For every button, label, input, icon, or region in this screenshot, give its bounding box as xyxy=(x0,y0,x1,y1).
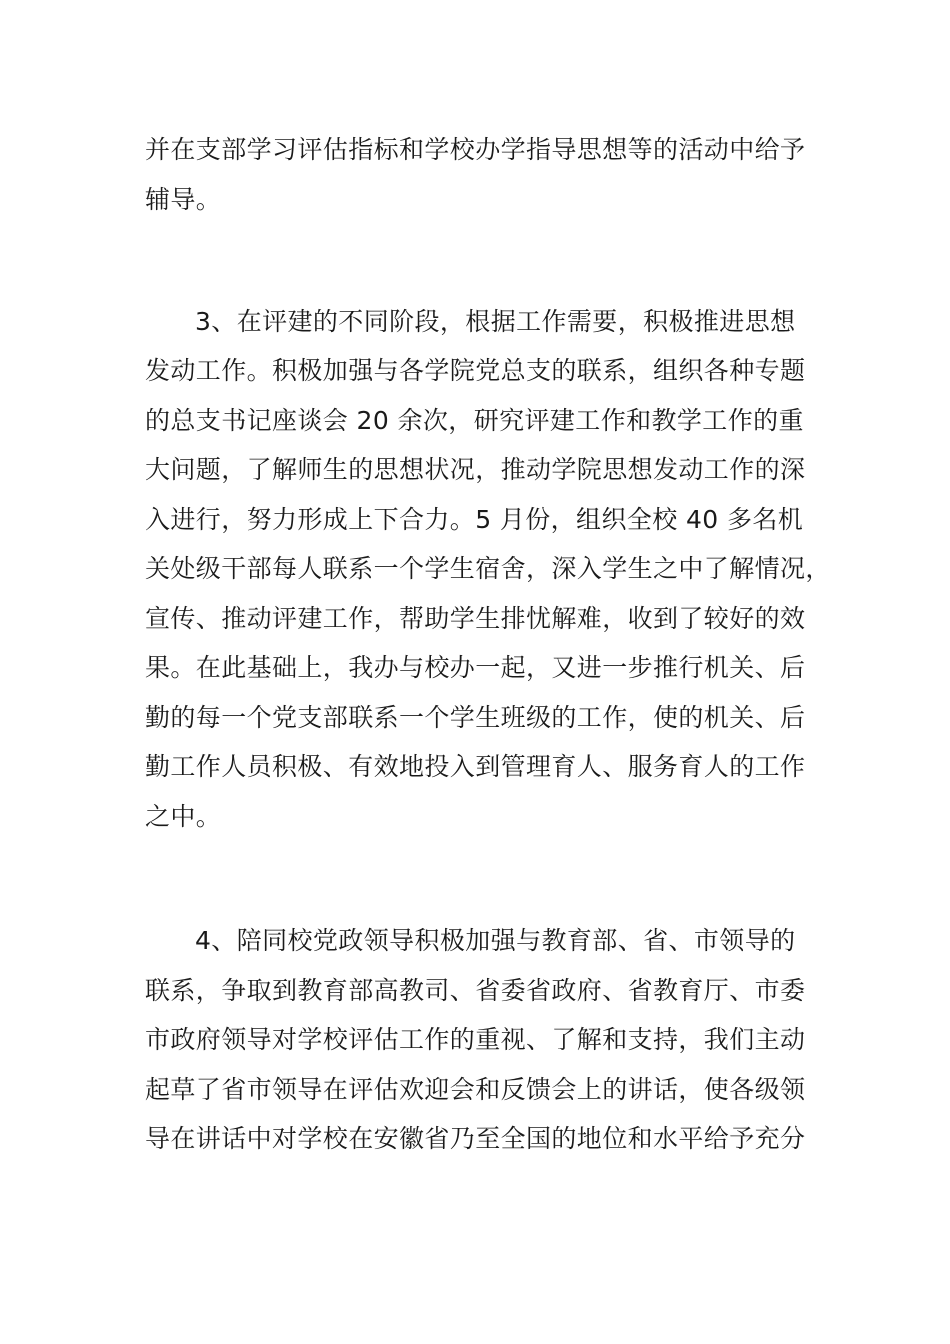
text-line: 勤工作人员积极、有效地投入到管理育人、服务育人的工作 xyxy=(145,752,806,781)
text-line: 果。在此基础上，我办与校办一起，又进一步推行机关、后 xyxy=(145,653,806,682)
text-line: 入进行，努力形成上下合力。5 月份，组织全校 40 多名机 xyxy=(145,505,804,534)
text-line: 发动工作。积极加强与各学院党总支的联系，组织各种专题 xyxy=(145,356,806,385)
text-line: 联系，争取到教育部高教司、省委省政府、省教育厅、市委 xyxy=(145,976,806,1005)
text-line: 大问题，了解师生的思想状况，推动学院思想发动工作的深 xyxy=(145,455,806,484)
text-line: 起草了省市领导在评估欢迎会和反馈会上的讲话，使各级领 xyxy=(145,1075,806,1104)
text-line: 宣传、推动评建工作，帮助学生排忧解难，收到了较好的效 xyxy=(145,604,806,633)
text-line: 导在讲话中对学校在安徽省乃至全国的地位和水平给予充分 xyxy=(145,1124,806,1153)
text-line: 之中。 xyxy=(145,802,222,831)
text-line: 并在支部学习评估指标和学校办学指导思想等的活动中给予 xyxy=(145,135,806,164)
text-line: 市政府领导对学校评估工作的重视、了解和支持，我们主动 xyxy=(145,1025,806,1054)
text-line: 关处级干部每人联系一个学生宿舍，深入学生之中了解情况， xyxy=(145,554,831,583)
text-line: 辅导。 xyxy=(145,185,222,214)
text-line: 勤的每一个党支部联系一个学生班级的工作，使的机关、后 xyxy=(145,703,806,732)
text-line: 4、陪同校党政领导积极加强与教育部、省、市领导的 xyxy=(195,926,796,955)
text-line: 的总支书记座谈会 20 余次，研究评建工作和教学工作的重 xyxy=(145,406,804,435)
text-line: 3、在评建的不同阶段，根据工作需要，积极推进思想 xyxy=(195,307,796,336)
